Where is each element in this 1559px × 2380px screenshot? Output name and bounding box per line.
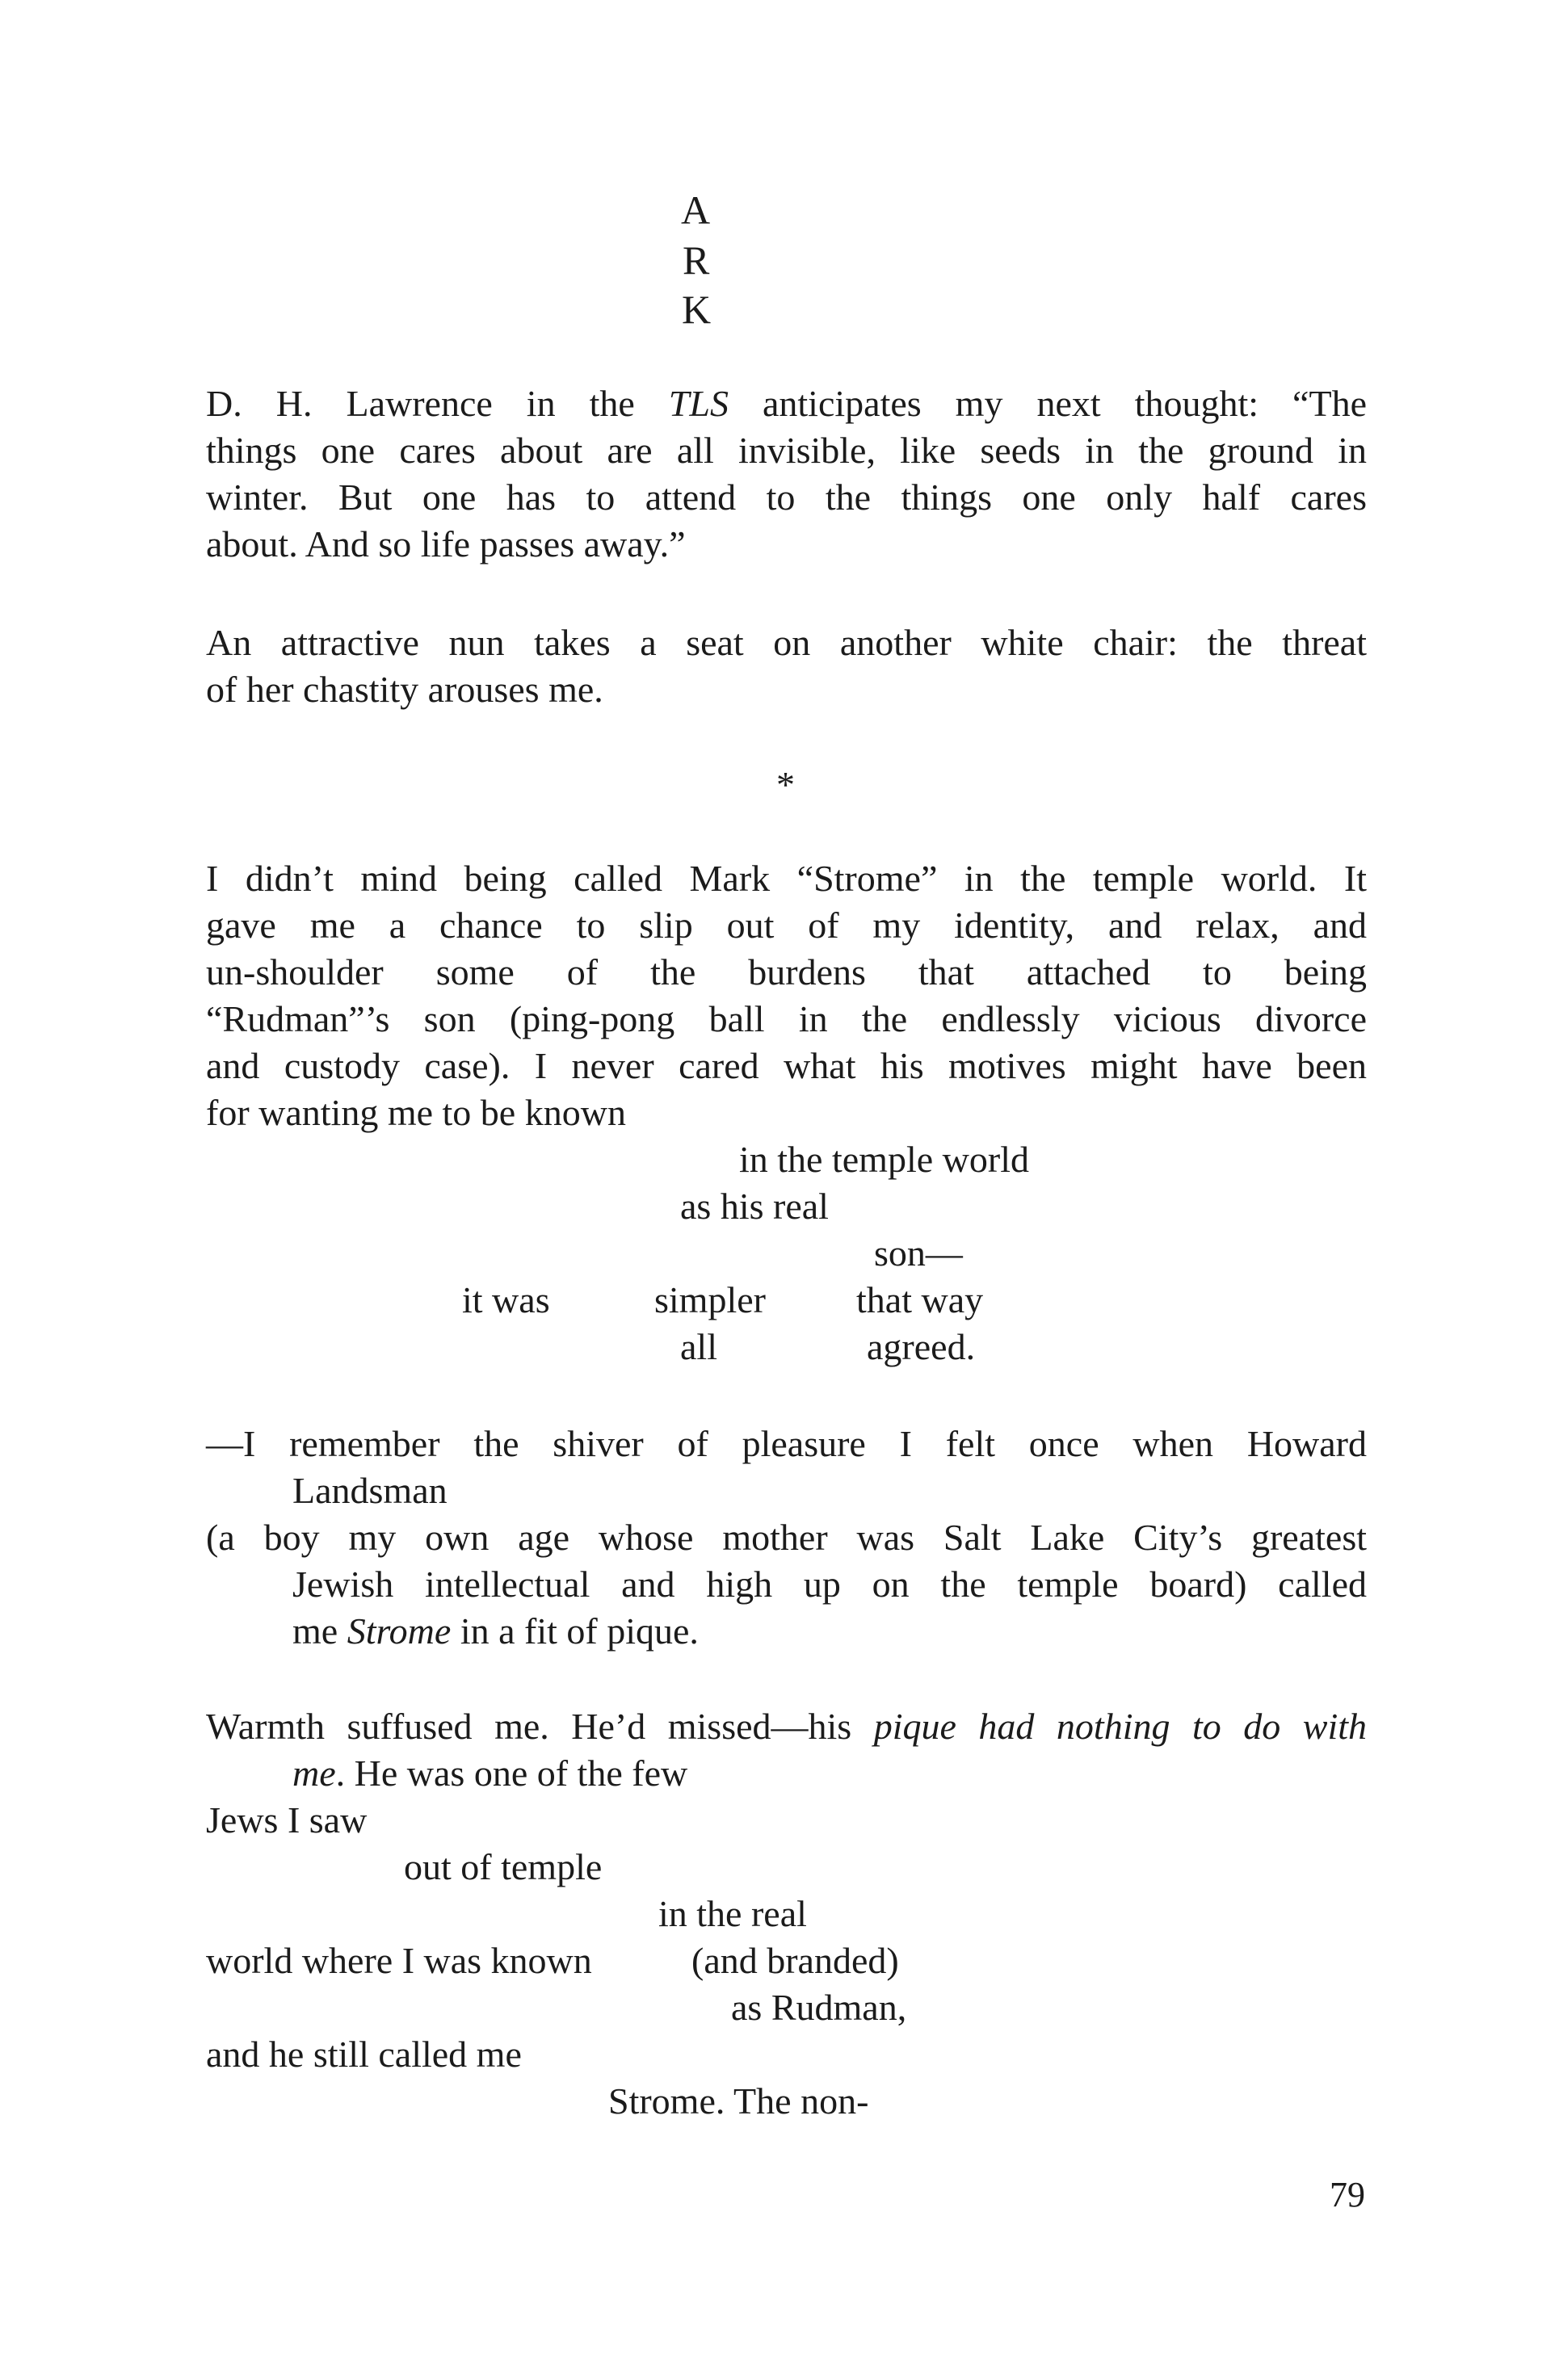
verse-all: all bbox=[680, 1326, 717, 1367]
landsman-line-5: me Strome in a fit of pique. bbox=[292, 1610, 699, 1652]
strome-line-4: “Rudman”’s son (ping-pong ball in the endlessly vicious divorce bbox=[206, 998, 1367, 1039]
landsman-line-2: Landsman bbox=[292, 1470, 448, 1511]
nun-line-1: An attractive nun takes a seat on another white chair: the threat bbox=[206, 622, 1367, 663]
warmth-line-6b: (and branded) bbox=[691, 1940, 899, 1981]
warmth-line-5: in the real bbox=[658, 1893, 807, 1934]
landsman-line-3: (a boy my own age whose mother was Salt Lake City’s greatest bbox=[206, 1517, 1367, 1558]
pique-emphasis: pique had nothing to do with bbox=[873, 1706, 1368, 1747]
section-asterisk: * bbox=[776, 764, 795, 805]
lawrence-line-4: about. And so life passes away.” bbox=[206, 523, 686, 565]
strome-line-5: and custody case). I never cared what his motives might have been bbox=[206, 1045, 1367, 1086]
me-emphasis: me bbox=[292, 1752, 336, 1794]
warmth-line-1: Warmth suffused me. He’d missed—his pique had nothing to do with bbox=[206, 1706, 1368, 1747]
verse-it-was: it was bbox=[462, 1279, 550, 1320]
verse-that-way: that way bbox=[856, 1279, 984, 1320]
warmth-line-6a: world where I was known bbox=[206, 1940, 592, 1981]
lawrence-line-2: things one cares about are all invisible, like seeds in the ground in bbox=[206, 430, 1367, 471]
running-title-letter-a: A bbox=[681, 187, 711, 233]
warmth-line-9: Strome. The non- bbox=[608, 2080, 869, 2122]
verse-in-the-temple-world: in the temple world bbox=[739, 1139, 1029, 1180]
warmth-line-4: out of temple bbox=[404, 1846, 603, 1887]
tls-title: TLS bbox=[668, 383, 729, 424]
landsman-line-1: —I remember the shiver of pleasure I felt once when Howard bbox=[206, 1423, 1367, 1464]
lawrence-line-1: D. H. Lawrence in the TLS anticipates my next thought: “The bbox=[206, 383, 1367, 424]
running-title-letter-k: K bbox=[682, 287, 712, 332]
warmth-line-8: and he still called me bbox=[206, 2034, 522, 2075]
verse-agreed: agreed. bbox=[867, 1326, 976, 1367]
warmth-line-2: me. He was one of the few bbox=[292, 1752, 688, 1794]
warmth-line-7: as Rudman, bbox=[731, 1987, 907, 2028]
landsman-line-4: Jewish intellectual and high up on the temple board) called bbox=[292, 1564, 1367, 1605]
nun-line-2: of her chastity arouses me. bbox=[206, 669, 603, 710]
running-title-letter-r: R bbox=[683, 237, 710, 283]
verse-as-his-real: as his real bbox=[680, 1186, 829, 1227]
lawrence-line-3: winter. But one has to attend to the things one only half cares bbox=[206, 476, 1367, 518]
strome-line-2: gave me a chance to slip out of my identity, and relax, and bbox=[206, 905, 1367, 946]
strome-line-1: I didn’t mind being called Mark “Strome” in the temple world. It bbox=[206, 858, 1367, 899]
strome-line-6: for wanting me to be known bbox=[206, 1092, 626, 1133]
strome-line-3: un-shoulder some of the burdens that attached to being bbox=[206, 951, 1367, 993]
warmth-line-3: Jews I saw bbox=[206, 1799, 368, 1841]
strome-emphasis: Strome bbox=[347, 1610, 452, 1652]
page-number: 79 bbox=[1330, 2175, 1365, 2214]
verse-son: son— bbox=[874, 1232, 963, 1274]
verse-simpler: simpler bbox=[654, 1279, 766, 1320]
